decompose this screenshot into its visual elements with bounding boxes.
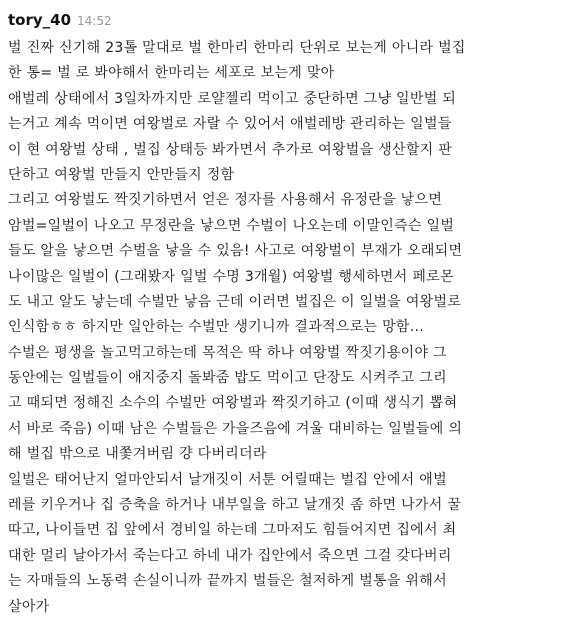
author-name[interactable]: tory_40 [8,11,72,29]
post-text-line: 일벌은 태어난지 얼마안되서 날개짓이 서툰 어릴때는 벌집 안에서 애벌 [8,471,447,488]
post-text-line: 이 현 여왕벌 상태 , 벌집 상태등 봐가면서 추가로 여왕벌을 생산할지 판 [8,141,453,158]
post-text-line: 그리고 여왕벌도 짝짓기하면서 얻은 정자를 사용해서 유정란을 낳으면 [8,192,443,209]
post-text-line: 들도 알을 낳으면 수벌을 낳을 수 있음! 사고로 여왕벌이 부재가 오래되면 [8,243,463,260]
post-text-line: 애벌레 상태에서 3일차까지만 로얄젤리 먹이고 중단하면 그냥 일반벌 되 [8,90,457,107]
post-text-line: 단하고 여왕벌 만들지 안만들지 정함 [8,166,235,183]
post-text-line: 암벌=일벌이 나오고 무정란을 낳으면 수벌이 나오는데 이말인즉슨 일벌 [8,217,455,234]
post-timestamp: 14:52 [77,14,112,28]
post-text-line: 고 때되면 정해진 소수의 수벌만 여왕벌과 짝짓기하고 (이때 생식기 뽑혀 [8,395,458,412]
post-text-line: 따고, 나이들면 집 앞에서 경비일 하는데 그마저도 힘들어지면 집에서 최 [8,522,457,539]
post-text-line: 는 자매들의 노동력 손실이니까 끝까지 벌들은 철저하게 벌통을 위해서 [8,573,447,590]
post-body [8,36,553,620]
post-text-line: 는거고 계속 먹이면 여왕벌로 자랄 수 있어서 애벌레방 관리하는 일벌들 [8,116,452,133]
post-text-line: 동안에는 일벌들이 애지중지 돌봐줌 밥도 먹이고 단장도 시켜주고 그리 [8,370,447,387]
post-text-line: 한 통= 벌 로 봐야해서 한마리는 세포로 보는게 맞아 [8,65,335,82]
post-text-line: 도 내고 알도 낳는데 수벌만 낳음 근데 이러면 벌집은 이 일벌을 여왕벌로 [8,293,462,310]
post-text-line: 서 바로 죽음) 이때 남은 수벌들은 가을즈음에 겨울 대비하는 일벌들에 의 [8,420,463,437]
post-text-line: 인식함ㅎㅎ 하지만 일안하는 수벌만 생기니까 결과적으로는 망함... [8,319,424,336]
post-text-line: 수벌은 평생을 놀고먹고하는데 목적은 딱 하나 여왕벌 짝짓기용이야 그 [8,344,447,361]
post-text-line: 나이많은 일벌이 (그래봤자 일벌 수명 3개월) 여왕벌 행세하면서 페로몬 [8,268,454,285]
post-text-line: 레를 키우거나 집 증축을 하거나 내부일을 하고 날개짓 좀 하면 나가서 꿀 [8,497,462,514]
post-text-line: 살아가 [8,598,50,615]
post-text-line: 벌 진짜 신기해 23톨 말대로 벌 한마리 한마리 단위로 보는게 아니라 벌집 [8,40,466,56]
post-header [8,6,553,34]
post-text-line: 대한 멀리 날아가서 죽는다고 하네 내가 집안에서 죽으면 그걸 갖다버리 [8,547,452,564]
post-text-line: 해 벌집 밖으로 내쫓겨버림 걍 다버리더라 [8,446,267,463]
